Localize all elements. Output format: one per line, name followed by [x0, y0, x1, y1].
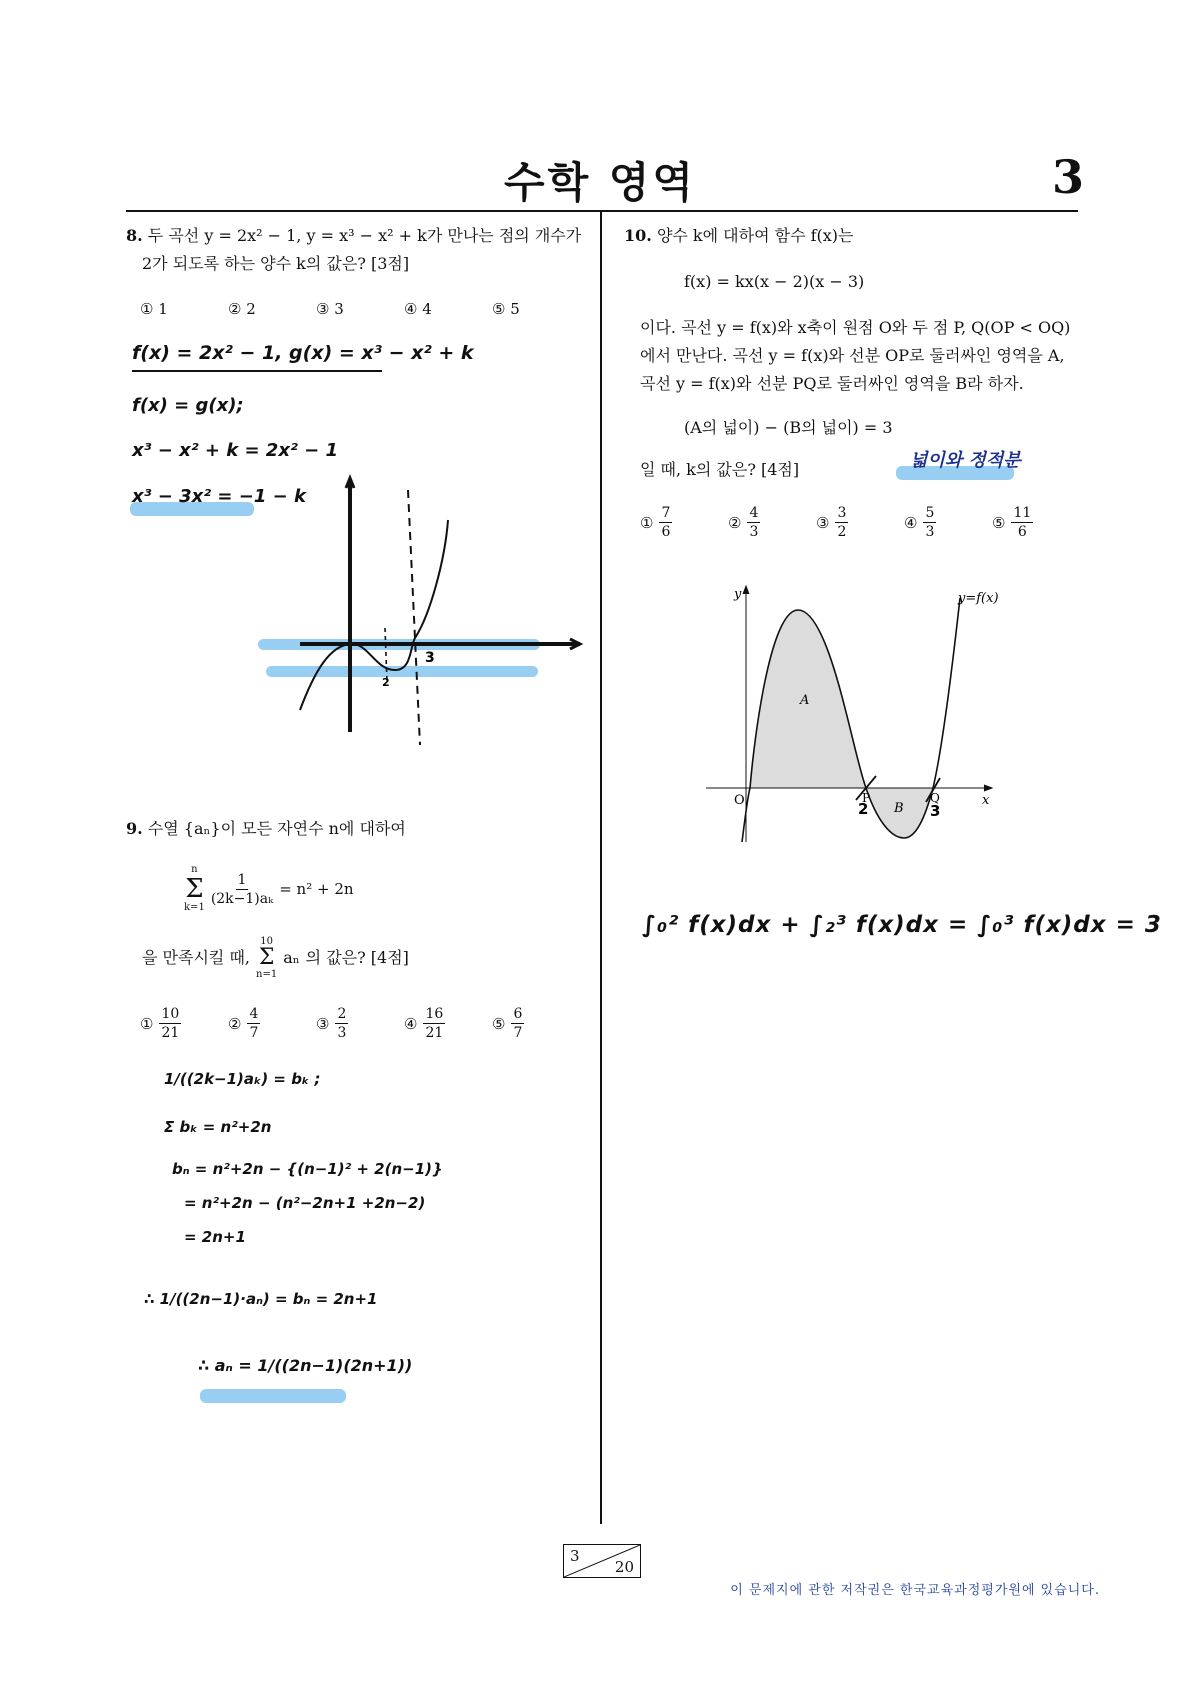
q9-rhs: = n² + 2n: [279, 880, 354, 898]
q9-work-line2: Σ bₖ = n²+2n: [164, 1118, 272, 1136]
question-10: [624, 222, 854, 250]
q9-work-line6: ∴ 1/((2n−1)·aₙ) = bₙ = 2n+1: [144, 1290, 378, 1308]
q10-p-label: P: [862, 791, 871, 805]
sigma-icon: Σ: [185, 874, 204, 904]
q8-work-underline: [132, 370, 382, 372]
q10-choice-5[interactable]: ⑤ $\frac{11}{6}$: [992, 505, 1032, 540]
q9-work-line7: ∴ aₙ = 1/((2n−1)(2n+1)): [198, 1356, 413, 1375]
q9-choice-1[interactable]: ① $\frac{10}{21}$: [140, 1006, 180, 1041]
q8-work-line1: f(x) = 2x² − 1, g(x) = x³ − x² + k: [132, 342, 474, 364]
q10-region-a-label: A: [800, 693, 810, 708]
page-number: 3: [1051, 150, 1084, 204]
q10-line2: 이다. 곡선 y = f(x)와 x축이 원점 O와 두 점 P, Q(OP < OQ): [640, 318, 1071, 337]
q8-choice-3[interactable]: ③ 3: [316, 300, 344, 318]
q10-curve-label: y=f(x): [958, 591, 999, 606]
q9-choice-4[interactable]: ④ $\frac{16}{21}$: [404, 1006, 444, 1041]
page-indicator: [563, 1544, 641, 1578]
q9-sum-top: n: [191, 864, 198, 875]
q10-hw-2: 2: [858, 800, 869, 818]
q8-choice-5[interactable]: ⑤ 5: [492, 300, 520, 318]
question-8: [126, 222, 586, 278]
q8-choices: [140, 300, 600, 318]
q10-y-axis-label: y: [734, 587, 742, 602]
q9-line2-pre: 을 만족시킬 때,: [142, 948, 250, 967]
q9-sum2-term: aₙ: [283, 948, 300, 967]
column-divider: [600, 212, 602, 1524]
q8-choice-4[interactable]: ④ 4: [404, 300, 432, 318]
section-title: 수학 영역: [504, 158, 696, 207]
q9-number: 9.: [126, 819, 143, 838]
q9-choice-5[interactable]: ⑤ $\frac{6}{7}$: [492, 1006, 523, 1041]
q10-choice-1[interactable]: ① $\frac{7}{6}$: [640, 505, 671, 540]
q9-work-line1: 1/((2k−1)aₖ) = bₖ ;: [164, 1070, 321, 1088]
q9-work-line5: = 2n+1: [184, 1228, 246, 1246]
q9-frac-num: 1: [237, 871, 247, 888]
q10-number: 10.: [624, 226, 652, 245]
q9-sum2-top: 10: [260, 936, 273, 947]
q8-work-line4: x³ − 3x² = −1 − k: [132, 486, 306, 507]
q9-sum: [184, 864, 205, 914]
q8-work-line3: x³ − x² + k = 2x² − 1: [132, 440, 338, 461]
q8-number: 8.: [126, 226, 143, 245]
q9-work-line3: bₙ = n²+2n − {(n−1)² + 2(n−1)}: [172, 1160, 443, 1178]
q8-line1: 두 곡선 y = 2x² − 1, y = x³ − x² + k가 만나는 점의 개수가: [147, 226, 582, 245]
q9-line2-post: 의 값은? [4점]: [305, 948, 409, 967]
q10-line4: 곡선 y = f(x)와 선분 PQ로 둘러싸인 영역을 B라 하자.: [640, 374, 1024, 393]
q9-sum2: [256, 936, 277, 980]
q10-choice-3[interactable]: ③ $\frac{3}{2}$: [816, 505, 847, 540]
q8-graph-label-3: 3: [425, 650, 435, 666]
q10-note: 넓이와 정적분: [910, 450, 1021, 471]
q10-x-axis-label: x: [982, 793, 990, 808]
question-9: [126, 815, 406, 843]
q10-work: ∫₀² f(x)dx + ∫₂³ f(x)dx = ∫₀³ f(x)dx = 3: [642, 912, 1162, 938]
header-rule: [126, 210, 1078, 212]
q10-formula: f(x) = kx(x − 2)(x − 3): [684, 272, 865, 291]
copyright-notice: 이 문제지에 관한 저작권은 한국교육과정평가원에 있습니다.: [730, 1583, 1100, 1598]
q10-choice-4[interactable]: ④ $\frac{5}{3}$: [904, 505, 935, 540]
q10-line5: 일 때, k의 값은? [4점]: [640, 460, 800, 479]
q9-choice-3[interactable]: ③ $\frac{2}{3}$: [316, 1006, 347, 1041]
sigma-icon: Σ: [258, 945, 275, 970]
q8-line2: 2가 되도록 하는 양수 k의 값은? [3점]: [142, 254, 410, 273]
q9-sum-bottom: k=1: [184, 902, 205, 913]
q10-line1: 양수 k에 대하여 함수 f(x)는: [656, 226, 854, 245]
q9-frac-den: (2k−1)aₖ: [210, 890, 274, 907]
q8-choice-2[interactable]: ② 2: [228, 300, 256, 318]
q10-line3: 에서 만난다. 곡선 y = f(x)와 선분 OP로 둘러싸인 영역을 A,: [640, 346, 1065, 365]
q10-choices: [640, 504, 1080, 541]
q9-line2: [142, 936, 409, 980]
q9-choice-2[interactable]: ② $\frac{4}{7}$: [228, 1006, 259, 1041]
q10-body: [640, 314, 1090, 398]
q9-fraction: [209, 871, 275, 908]
q8-graph-label-2: 2: [382, 676, 390, 689]
q9-work-line4: = n²+2n − (n²−2n+1 +2n−2): [184, 1194, 426, 1212]
q10-figure: [690, 580, 1020, 850]
q10-choice-2[interactable]: ② $\frac{4}{3}$: [728, 505, 759, 540]
q9-sum2-bottom: n=1: [256, 969, 278, 980]
page-current: 3: [570, 1547, 580, 1565]
q8-choice-1[interactable]: ① 1: [140, 300, 168, 318]
page-total: 20: [614, 1558, 634, 1576]
highlight-q9-answer: [200, 1389, 346, 1403]
q10-region-b-label: B: [894, 801, 904, 816]
q8-work-line2: f(x) = g(x);: [132, 395, 244, 416]
q10-condition: (A의 넓이) − (B의 넓이) = 3: [684, 418, 893, 437]
q10-origin-label: O: [734, 793, 745, 808]
q9-choices: [140, 1005, 580, 1042]
q8-sketch-graph: [280, 470, 590, 760]
q10-hw-3: 3: [930, 802, 941, 820]
q10-q-label: Q: [930, 791, 940, 805]
q9-formula: [184, 864, 354, 914]
q9-line1: 수열 {aₙ}이 모든 자연수 n에 대하여: [147, 819, 406, 838]
